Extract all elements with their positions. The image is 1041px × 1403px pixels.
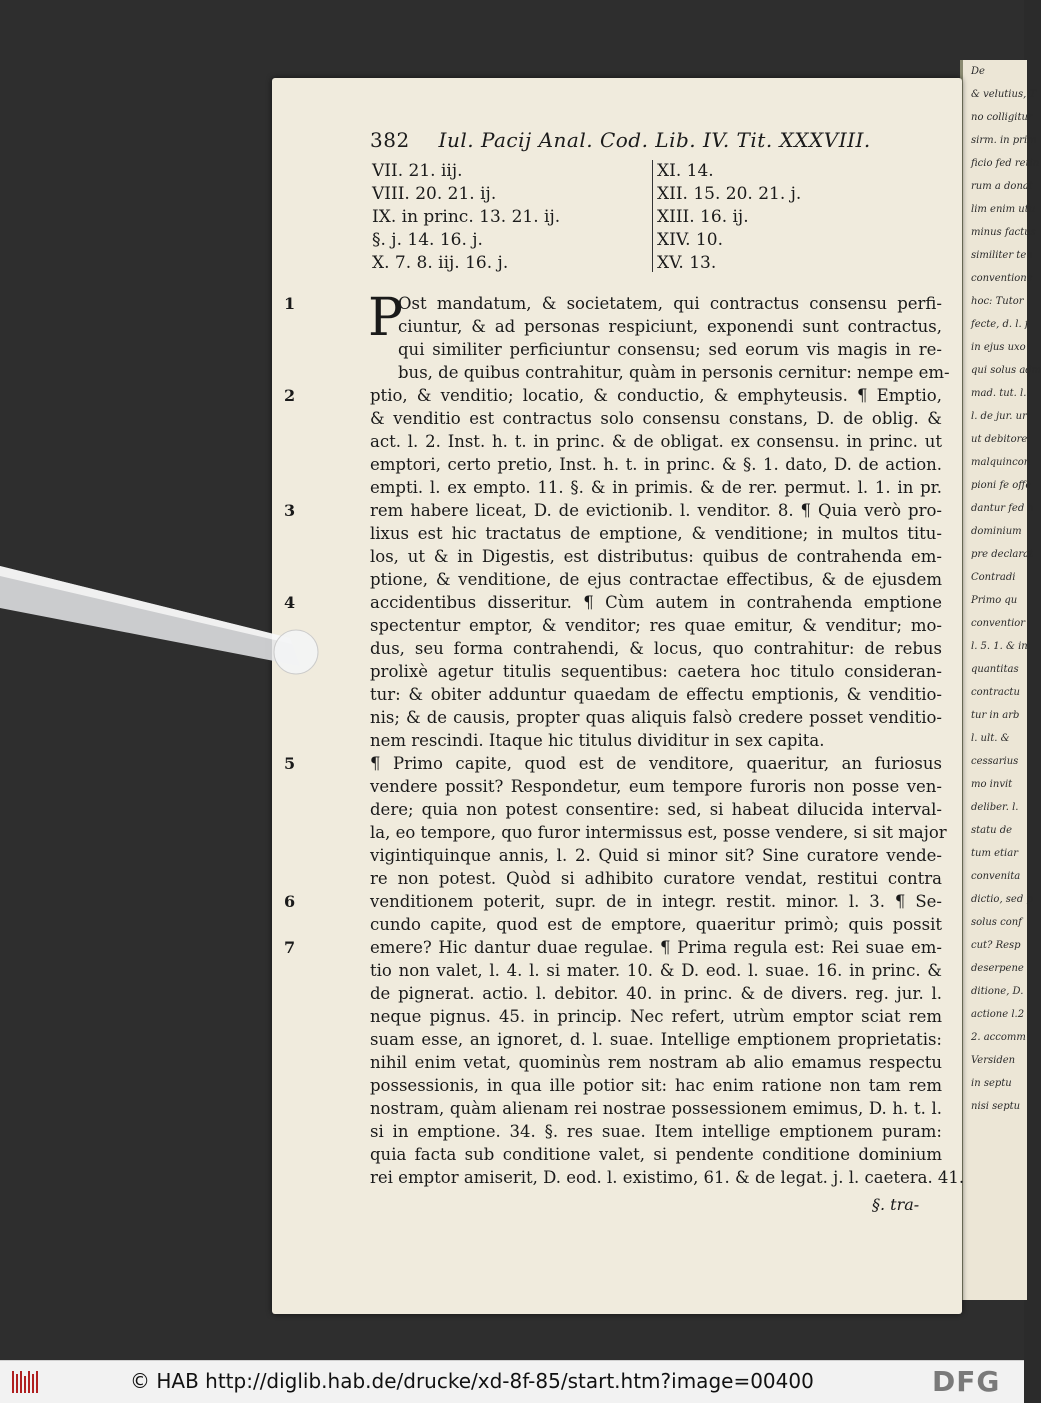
adjacent-page-fragment: ut debitore,	[971, 434, 1031, 445]
adjacent-page-fragment: statu de	[971, 825, 1013, 836]
text-line	[370, 1005, 942, 1028]
adjacent-page-fragment: Versiden	[971, 1055, 1016, 1066]
line-text: spectentur emptor, & venditor; res quae emitur, & venditur; mo-	[370, 616, 942, 635]
line-text: vigintiquinque annis, l. 2. Quid si minor sit? Sine curatore vende-	[370, 846, 942, 865]
index-entry: XIII. 16. ij.	[657, 207, 749, 227]
adjacent-page-fragment: hoc: Tutor	[971, 296, 1024, 307]
text-line	[370, 844, 942, 867]
adjacent-page-fragment: De	[971, 66, 985, 77]
line-text: suam esse, an ignoret, d. l. suae. Intellige emptionem proprietatis:	[370, 1030, 942, 1049]
text-line	[370, 1120, 942, 1143]
line-text: nihil enim vetat, quominùs rem nostram ab alio emamus respectu	[370, 1053, 942, 1072]
adjacent-page-fragment: deliber. l.	[971, 802, 1019, 813]
text-line	[284, 292, 942, 315]
text-line	[284, 936, 942, 959]
text-line	[370, 361, 950, 384]
text-line	[284, 384, 942, 407]
line-text: neque pignus. 45. in princip. Nec refert, utrùm emptor sciat rem	[370, 1007, 942, 1026]
text-line	[284, 890, 942, 913]
text-line	[370, 614, 942, 637]
margin-number: 7	[284, 938, 296, 957]
adjacent-page-fragment: pre declarat	[971, 549, 1034, 560]
text-line	[370, 453, 942, 476]
text-line	[370, 522, 942, 545]
adjacent-page-fragment: l. de jur. ur	[971, 411, 1027, 422]
index-entry: X. 7. 8. iij. 16. j.	[372, 253, 509, 273]
page-number: 382	[370, 128, 410, 152]
text-line	[370, 1097, 942, 1120]
line-text: Ost mandatum, & societatem, qui contractus consensu perfi-	[398, 294, 942, 313]
book-page	[272, 78, 965, 1314]
library-logo-icon	[12, 1371, 38, 1393]
text-line	[370, 315, 942, 338]
text-line	[284, 499, 942, 522]
text-line	[370, 982, 942, 1005]
adjacent-page-fragment: in ejus uxo	[971, 342, 1026, 353]
margin-number: 3	[284, 501, 296, 520]
adjacent-page-fragment: qui solus adm	[971, 365, 1041, 376]
running-title: Iul. Pacij Anal. Cod. Lib. IV. Tit. XXXVIII.	[438, 128, 871, 152]
text-line	[370, 706, 942, 729]
line-text: possessionis, in qua ille potior sit: hac enim ratione non tam rem	[370, 1076, 942, 1095]
text-line	[370, 1051, 942, 1074]
index-entry: XII. 15. 20. 21. j.	[657, 184, 802, 204]
text-line	[370, 476, 942, 499]
index-entry: VII. 21. iij.	[372, 161, 463, 181]
catchword: §. tra-	[872, 1195, 920, 1214]
line-text: re non potest. Quòd si adhibito curatore vendat, restitui contra	[370, 869, 942, 888]
text-line	[370, 1074, 942, 1097]
line-text: lixus est hic tractatus de emptione, & venditione; in multos titu-	[370, 524, 942, 543]
line-text: vendere possit? Respondetur, eum tempore furoris non posse ven-	[370, 777, 942, 796]
adjacent-page-fragment: minus factus	[971, 227, 1036, 238]
line-text: act. l. 2. Inst. h. t. in princ. & de obligat. ex consensu. in princ. ut	[370, 432, 942, 451]
adjacent-page-edge	[960, 60, 1041, 1300]
adjacent-page-fragment: fecte, d. l. f	[971, 319, 1029, 330]
text-line	[370, 683, 942, 706]
index-table	[372, 160, 892, 272]
line-text: accidentibus disseritur. ¶ Cùm autem in contrahenda emptione	[370, 593, 942, 612]
adjacent-page-fragment: dominium	[971, 526, 1022, 537]
text-line	[370, 867, 942, 890]
line-text: si in emptione. 34. §. res suae. Item intellige emptionem puram:	[370, 1122, 942, 1141]
index-column-right	[657, 160, 801, 275]
adjacent-page-fragment: convenita	[971, 871, 1021, 882]
text-line	[370, 1143, 942, 1166]
line-text: cundo capite, quod est de emptore, quaeritur primò; quis possit	[370, 915, 942, 934]
text-line	[370, 660, 942, 683]
text-line	[370, 729, 942, 752]
footer-bar	[0, 1360, 1024, 1403]
index-entry: XIV. 10.	[657, 230, 723, 250]
adjacent-page-fragment: ditione, D.	[971, 986, 1024, 997]
index-column-left	[372, 160, 560, 275]
line-text: ptio, & venditio; locatio, & conductio, & emphyteusis. ¶ Emptio,	[370, 386, 942, 405]
text-line	[370, 821, 947, 844]
text-line	[370, 430, 942, 453]
margin-number: 6	[284, 892, 296, 911]
adjacent-page-fragment: Contradi	[971, 572, 1016, 583]
adjacent-page-fragment: no colligitur	[971, 112, 1033, 123]
adjacent-page-fragment: actione l.2	[971, 1009, 1025, 1020]
line-text: nostram, quàm alienam rei nostrae possessionem emimus, D. h. t. l.	[370, 1099, 942, 1118]
text-line	[370, 1028, 942, 1051]
text-line	[370, 775, 942, 798]
text-line	[370, 959, 942, 982]
index-entry: IX. in princ. 13. 21. ij.	[372, 207, 561, 227]
adjacent-page-fragment: cessarius	[971, 756, 1019, 767]
adjacent-page-fragment: dictio, sed p	[971, 894, 1033, 905]
line-text: qui similiter perficiuntur consensu; sed eorum vis magis in re-	[398, 340, 942, 359]
source-url-credit[interactable]: © HAB http://diglib.hab.de/drucke/xd-8f-85/start.htm?image=00400	[130, 1369, 814, 1393]
line-text: tur: & obiter adduntur quaedam de effectu emptionis, & venditio-	[370, 685, 942, 704]
adjacent-page-fragment: l. ult. &	[971, 733, 1010, 744]
adjacent-page-fragment: contractu	[971, 687, 1020, 698]
text-line	[370, 568, 942, 591]
adjacent-page-fragment: similiter ten	[971, 250, 1033, 261]
index-entry: XV. 13.	[657, 253, 717, 273]
text-line	[370, 913, 942, 936]
line-text: de pignerat. actio. l. debitor. 40. in princ. & de divers. reg. jur. l.	[370, 984, 942, 1003]
adjacent-page-fragment: solus conf	[971, 917, 1022, 928]
adjacent-page-fragment: tur in arb	[971, 710, 1020, 721]
line-text: dus, seu forma contrahendi, & locus, quo contrahitur: de rebus	[370, 639, 942, 658]
adjacent-page-fragment: lim enim utu	[971, 204, 1036, 215]
adjacent-page-fragment: rum a donat	[971, 181, 1033, 192]
adjacent-page-fragment: Primo qu	[971, 595, 1018, 606]
text-line	[284, 591, 942, 614]
line-text: ciuntur, & ad personas respiciunt, exponendi sunt contractus,	[398, 317, 942, 336]
adjacent-page-fragment: cut? Resp	[971, 940, 1021, 951]
line-text: prolixè agetur titulis sequentibus: caetera hoc titulo consideran-	[370, 662, 942, 681]
margin-number: 4	[284, 593, 296, 612]
body-text	[284, 288, 965, 1189]
text-line	[370, 1166, 965, 1189]
adjacent-page-fragment: 2. accomm	[971, 1032, 1026, 1043]
line-text: ptione, & venditione, de ejus contractae effectibus, & de ejusdem	[370, 570, 942, 589]
index-entry: §. j. 14. 16. j.	[372, 230, 483, 250]
line-text: rem habere liceat, D. de evictionib. l. venditor. 8. ¶ Quia verò pro-	[370, 501, 942, 520]
index-entry: VIII. 20. 21. ij.	[372, 184, 497, 204]
adjacent-page-fragment: pioni fe offe	[971, 480, 1032, 491]
margin-number: 1	[284, 294, 296, 313]
line-text: los, ut & in Digestis, est distributus: quibus de contrahenda em-	[370, 547, 942, 566]
adjacent-page-fragment: deserpene	[971, 963, 1024, 974]
line-text: empti. l. ex empto. 11. §. & in primis. & de rer. permut. l. 1. in pr.	[370, 478, 942, 497]
adjacent-page-fragment: l. 5. 1. & in	[971, 641, 1028, 652]
adjacent-page-fragment: sirm. in prim	[971, 135, 1037, 146]
adjacent-page-fragment: conventior	[971, 618, 1026, 629]
line-text: emere? Hic dantur duae regulae. ¶ Prima regula est: Rei suae em-	[370, 938, 942, 957]
text-line	[284, 752, 942, 775]
margin-number: 5	[284, 754, 296, 773]
line-text: la, eo tempore, quo furor intermissus est, posse vendere, si sit major	[370, 823, 947, 842]
text-line	[370, 407, 942, 430]
page-header	[370, 128, 890, 152]
adjacent-page-fragment: dantur fed h	[971, 503, 1034, 514]
index-divider	[652, 160, 653, 272]
line-text: quia facta sub conditione valet, si pendente conditione dominium	[370, 1145, 942, 1164]
line-text: tio non valet, l. 4. l. si mater. 10. & D. eod. l. suae. 16. in princ. &	[370, 961, 942, 980]
line-text: & venditio est contractus solo consensu constans, D. de oblig. &	[370, 409, 942, 428]
line-text: emptori, certo pretio, Inst. h. t. in princ. & §. 1. dato, D. de action.	[370, 455, 942, 474]
line-text: nis; & de causis, propter quas aliquis falsò credere posset venditio-	[370, 708, 942, 727]
line-text: bus, de quibus contrahitur, quàm in personis cernitur: nempe em-	[398, 363, 950, 382]
dfg-logo: DFG	[932, 1365, 1001, 1398]
adjacent-page-fragment: mad. tut. l.	[971, 388, 1027, 399]
line-text: ¶ Primo capite, quod est de venditore, quaeritur, an furiosus	[370, 754, 942, 773]
text-line	[370, 798, 942, 821]
line-text: nem rescindi. Itaque hic titulus dividitur in sex capita.	[370, 731, 825, 750]
adjacent-page-fragment: conventione	[971, 273, 1033, 284]
drop-cap: P	[368, 288, 403, 348]
adjacent-page-fragment: nisi septu	[971, 1101, 1021, 1112]
text-line	[370, 338, 942, 361]
adjacent-page-fragment: quantitas	[971, 664, 1019, 675]
adjacent-page-fragment: tum etiar	[971, 848, 1018, 859]
page-holder-strip	[0, 566, 320, 686]
line-text: rei emptor amiserit, D. eod. l. existimo, 61. & de legat. j. l. caetera. 41.	[370, 1168, 965, 1187]
adjacent-page-fragment: malquincon	[971, 457, 1031, 468]
margin-number: 2	[284, 386, 296, 405]
text-line	[370, 637, 942, 660]
adjacent-page-fragment: in septu	[971, 1078, 1012, 1089]
index-entry: XI. 14.	[657, 161, 714, 181]
adjacent-page-fragment: mo invit	[971, 779, 1013, 790]
adjacent-page-fragment: & velutius, T	[971, 89, 1037, 100]
line-text: dere; quia non potest consentire: sed, si habeat dilucida interval-	[370, 800, 942, 819]
text-line	[370, 545, 942, 568]
line-text: venditionem poterit, supr. de in integr. restit. minor. l. 3. ¶ Se-	[370, 892, 942, 911]
adjacent-page-fragment: ficio fed retin	[971, 158, 1040, 169]
